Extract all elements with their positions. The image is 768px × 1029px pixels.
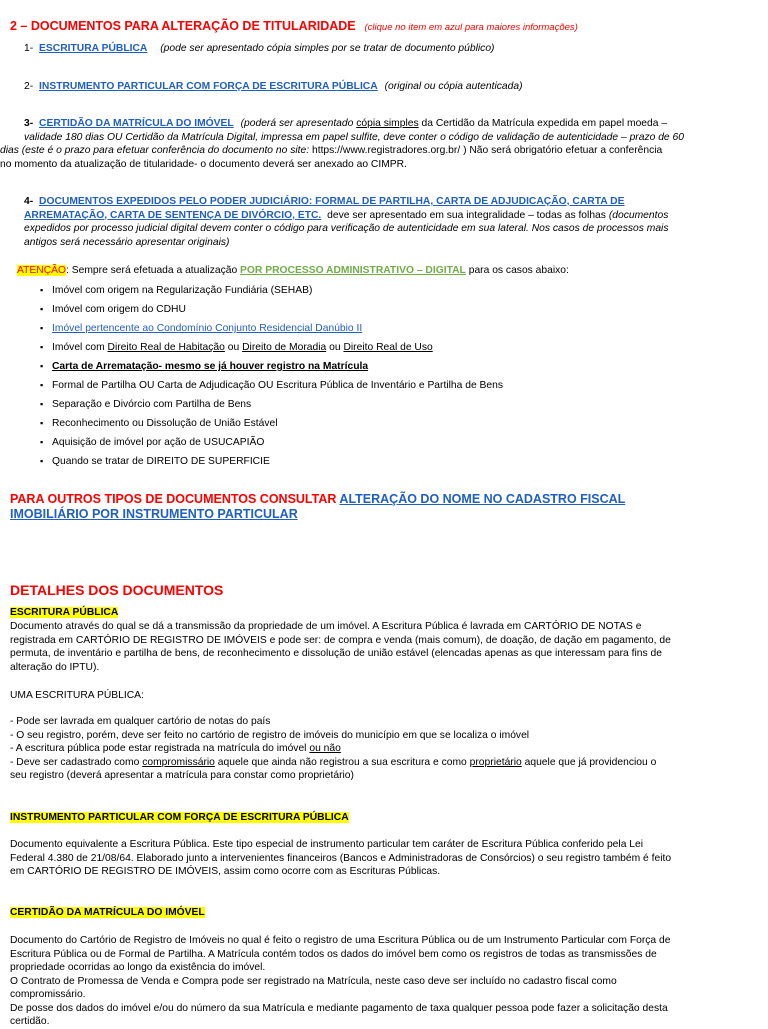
b4-text-a: - Deve ser cadastrado como [10, 756, 140, 768]
documentos-judiciario-link[interactable]: DOCUMENTOS EXPEDIDOS PELO PODER JUDICIÁRIO: FORMAL DE PARTILHA, CARTA DE ADJUDICAÇÃO, CARTA DE [39, 196, 625, 207]
paragraph-line: em CARTÓRIO DE REGISTRO DE IMÓVEIS, assim como ocorre com as Escrituras Públicas. [10, 866, 441, 877]
item-3-line-3-italic: dias (este é o prazo para efetuar conferência do documento no site: [0, 145, 310, 156]
attention-label: ATENÇÃO [17, 265, 67, 276]
paragraph-line: permuta, de inventário e partilha de bens, de reconhecimento e dissolução de união estável (elencadas apenas as que interessam para fins de [10, 648, 662, 659]
paragraph-line: certidão. [10, 1016, 50, 1027]
paragraph-line: propriedade ocorridas ao longo da existência do imóvel. [10, 962, 266, 973]
bullet: ▪ [40, 418, 44, 428]
paragraph-line: O Contrato de Promessa de Venda e Compra pode ser registrado na Matrícula, neste caso deve ser incluído no cadastro fiscal como [10, 975, 617, 987]
bullet: ▪ [40, 456, 44, 466]
paragraph-line: Escritura Pública ou de Formal de Partilha. A Matrícula contém todos os dados do imóvel bem como os registros de todas as transmissões de [10, 948, 657, 960]
others-block [10, 492, 750, 522]
list-item-text: Imóvel com origem do CDHU [52, 304, 186, 315]
escritura-heading-text: ESCRITURA PÚBLICA [10, 607, 119, 618]
item-4 [24, 195, 744, 249]
item-4-italic-1: (documentos [608, 209, 669, 221]
list-item [12, 281, 752, 300]
bullet: ▪ [40, 304, 44, 314]
paragraph-line: registrada em CARTÓRIO DE REGISTRO DE IMÓVEIS e pode ser: de compra e venda (mais comum), de doação, de dação em pagamento, de [10, 634, 671, 646]
escritura-bullet-cont: seu registro (deverá apresentar a matrícula para constar como proprietário) [10, 770, 354, 781]
list-item [12, 433, 752, 452]
list-item-text: Imóvel com origem na Regularização Fundiária (SEHAB) [52, 285, 313, 296]
b3-text: - A escritura pública pode estar registrada na matrícula do imóvel [10, 743, 307, 754]
item-4-rest: deve ser apresentado em sua integralidade – todas as folhas [327, 209, 606, 221]
others-red-text: PARA OUTROS TIPOS DE DOCUMENTOS CONSULTAR [10, 492, 337, 506]
certidao-paragraph [10, 934, 758, 1029]
details-title: DETALHES DOS DOCUMENTOS [10, 582, 224, 598]
paragraph-line: alteração do IPTU). [10, 661, 100, 673]
escritura-heading [10, 606, 118, 619]
instrumento-heading [10, 811, 349, 824]
bullet: ▪ [40, 323, 44, 333]
direito-moradia: Direito de Moradia [242, 342, 327, 353]
item-3-line-4: no momento da atualização de titularidade- o documento deverá ser anexado ao CIMPR. [0, 158, 407, 170]
b4-compromissario: compromissário [142, 756, 215, 768]
item-3-text-a: (poderá ser apresentado [240, 118, 354, 129]
item-3 [0, 117, 744, 171]
escritura-bullet: - O seu registro, porém, deve ser feito no cartório de registro de imóveis do município em que se localiza o imóvel [10, 729, 530, 741]
section-hint: (clique no item em azul para maiores informações) [364, 22, 578, 33]
list-item [12, 300, 752, 319]
section-title: 2 – DOCUMENTOS PARA ALTERAÇÃO DE TITULARIDADE [10, 19, 356, 33]
documentos-judiciario-link-cont[interactable]: ARREMATAÇÃO, CARTA DE SENTENÇA DE DIVÓRCIO, ETC. [24, 209, 322, 221]
alteracao-nome-link-cont[interactable]: IMOBILIÁRIO POR INSTRUMENTO PARTICULAR [10, 507, 298, 521]
cases-list [12, 281, 752, 471]
b4-text-c: aquele que já providenciou o [524, 756, 657, 768]
item-4-italic-3: antigos será necessário apresentar originais) [24, 236, 230, 248]
item-4-number: 4- [24, 196, 34, 207]
paragraph-line: Federal 4.380 de 21/08/64. Elaborado junto a intervenientes financeiros (Bancos e Administradoras de Consórcios) o seu registro também é feito [10, 852, 672, 864]
l4-text-c: ou [329, 342, 341, 353]
list-item-text: Separação e Divórcio com Partilha de Bens [52, 399, 252, 410]
item-3-line-3-rest: https://www.registradores.org.br/ ) Não será obrigatório efetuar a conferência [311, 145, 663, 156]
list-item [12, 452, 752, 471]
bullet: ▪ [40, 285, 44, 295]
item-4-italic-2: expedidos por processo judicial digital devem conter o código para verificação de autenticidade em sua lateral. Nos casos de processos mais [24, 223, 669, 234]
paragraph-line: Documento do Cartório de Registro de Imóveis no qual é feito o registro de uma Escritura Pública ou de um Instrumento Particular com Força de [10, 935, 671, 946]
processo-digital-link[interactable]: POR PROCESSO ADMINISTRATIVO – DIGITAL [240, 265, 466, 276]
item-3-text-b: da Certidão da Matrícula expedida em papel moeda – [421, 118, 668, 129]
instrumento-heading-text: INSTRUMENTO PARTICULAR COM FORÇA DE ESCRITURA PÚBLICA [10, 812, 349, 823]
item-2-number: 2- [24, 81, 34, 92]
alteracao-nome-link[interactable]: ALTERAÇÃO DO NOME NO CADASTRO FISCAL [339, 492, 626, 506]
escritura-subheading: UMA ESCRITURA PÚBLICA: [10, 690, 144, 701]
carta-arrematacao: Carta de Arrematação- mesmo se já houver registro na Matrícula [52, 361, 369, 372]
bullet: ▪ [40, 342, 44, 352]
direito-real-uso: Direito Real de Uso [343, 342, 433, 353]
danubio-link[interactable]: Imóvel pertencente ao Condomínio Conjunto Residencial Danúbio II [52, 323, 363, 334]
paragraph-line: De posse dos dados do imóvel e/ou do número da sua Matrícula e mediante pagamento de taxa qualquer pessoa pode fazer a solicitação desta [10, 1002, 668, 1014]
item-1 [24, 42, 495, 55]
item-3-line-2: validade 180 dias OU Certidão da Matrícula Digital, impressa em papel sulfite, deve conter o código de validação de autenticidade – prazo de 60 [24, 131, 684, 143]
item-3-number: 3- [24, 118, 34, 129]
item-2 [24, 80, 523, 93]
b4-proprietario: proprietário [469, 756, 522, 768]
escritura-publica-link[interactable]: ESCRITURA PÚBLICA [39, 43, 148, 54]
list-item [12, 395, 752, 414]
list-item-text: Reconhecimento ou Dissolução de União Estável [52, 418, 278, 429]
bullet: ▪ [40, 361, 44, 371]
l4-text-b: ou [227, 342, 240, 353]
b4-text-b: aquele que ainda não registrou a sua escritura e como [217, 756, 467, 768]
section-title-row [10, 18, 578, 34]
attention-text-1: : Sempre será efetuada a atualização [66, 265, 238, 276]
list-item-text: Quando se tratar de DIREITO DE SUPERFICIE [52, 456, 270, 467]
certidao-heading [10, 906, 205, 919]
instrumento-paragraph [10, 838, 758, 879]
list-item-text: Aquisição de imóvel por ação de USUCAPIÃO [52, 437, 265, 448]
instrumento-particular-link[interactable]: INSTRUMENTO PARTICULAR COM FORÇA DE ESCRITURA PÚBLICA [39, 81, 378, 92]
bullet: ▪ [40, 399, 44, 409]
list-item [12, 376, 752, 395]
escritura-bullet [10, 756, 758, 770]
certidao-matricula-link[interactable]: CERTIDÃO DA MATRÍCULA DO IMÓVEL [39, 118, 234, 129]
escritura-bullet [10, 742, 758, 756]
l4-text-a: Imóvel com [52, 342, 105, 353]
item-1-number: 1- [24, 43, 34, 54]
escritura-bullets [10, 715, 758, 783]
paragraph-line: Documento equivalente a Escritura Pública. Este tipo especial de instrumento particular tem caráter de Escritura Pública conferido pela Lei [10, 839, 644, 850]
item-2-note: (original ou cópia autenticada) [384, 81, 523, 92]
paragraph-line: Documento através do qual se dá a transmissão da propriedade de um imóvel. A Escritura Pública é lavrada em CARTÓRIO DE NOTAS e [10, 621, 642, 632]
certidao-heading-text: CERTIDÃO DA MATRÍCULA DO IMÓVEL [10, 907, 205, 918]
item-3-underlined: cópia simples [356, 118, 419, 129]
list-item [12, 357, 752, 376]
direito-real-habitacao: Direito Real de Habitação [107, 342, 225, 353]
attention-text-2: para os casos abaixo: [468, 265, 569, 276]
list-item [12, 414, 752, 433]
bullet: ▪ [40, 380, 44, 390]
list-item [12, 319, 752, 338]
escritura-bullet: - Pode ser lavrada em qualquer cartório de notas do país [10, 716, 271, 727]
list-item [12, 338, 752, 357]
attention-row [17, 264, 569, 277]
item-1-note: (pode ser apresentado cópia simples por se tratar de documento público) [160, 43, 495, 54]
b3-underlined: ou não [309, 743, 341, 754]
list-item-text: Formal de Partilha OU Carta de Adjudicação OU Escritura Pública de Inventário e Partilha de Bens [52, 380, 504, 391]
escritura-paragraph [10, 620, 758, 674]
bullet: ▪ [40, 437, 44, 447]
paragraph-line: compromissário. [10, 989, 86, 1000]
